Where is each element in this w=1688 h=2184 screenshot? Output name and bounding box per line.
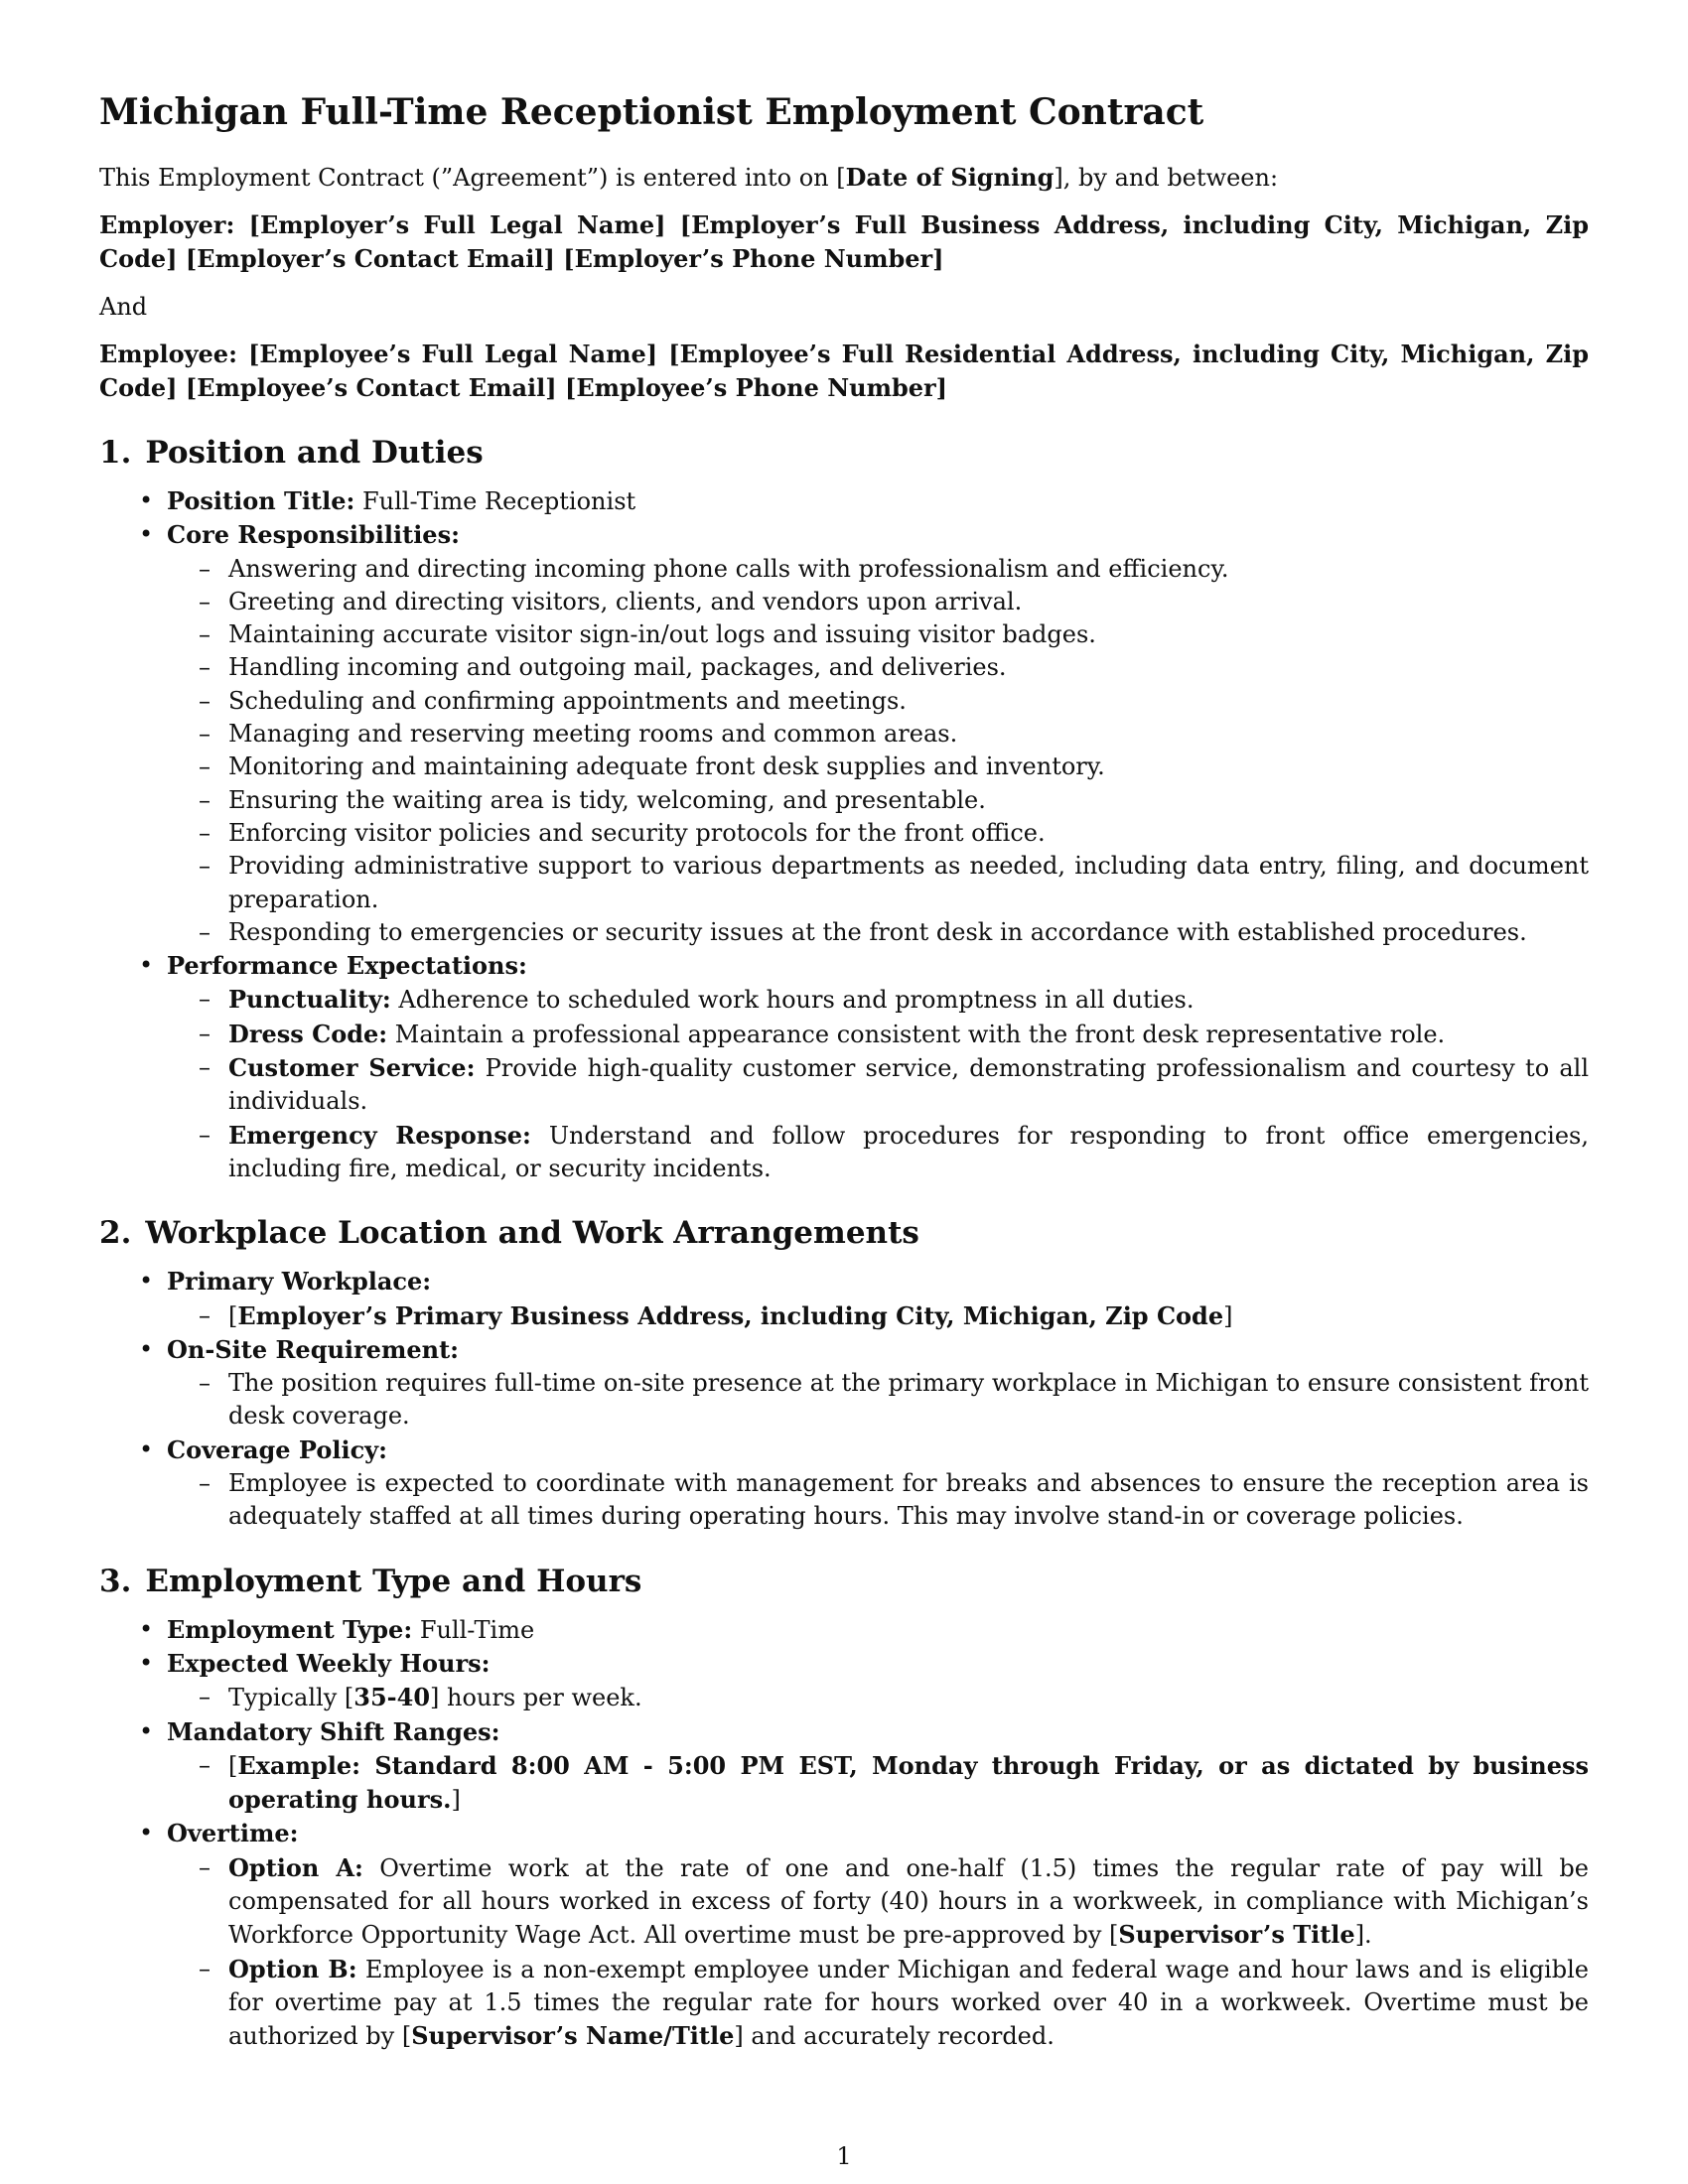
section-2-list — [99, 1265, 1589, 1533]
section-1-title: Position and Duties — [145, 435, 484, 471]
punctuality-label: Punctuality: — [228, 985, 391, 1015]
list-item: – Scheduling and confirming appointments and meetings. — [228, 685, 1589, 718]
list-item — [167, 1265, 1589, 1333]
list-item: – Responding to emergencies or security issues at the front desk in accordance with established procedures. — [228, 916, 1589, 949]
list-item — [228, 1953, 1589, 2054]
primary-workplace-list — [167, 1299, 1589, 1333]
employee-details: [Employee’s Full Legal Name] [Employee’s Full Residential Address, including City, Michigan, Zip Code] [Employee’s Contact Email] [Employee’s Phone Number] — [99, 340, 1589, 402]
option-b-text: Employee is a non-exempt employee under Michigan and federal wage and hour laws and is eligible for overtime pay at 1.5 times the regular rate for hours worked over 40 in a workweek. Overtime must be authorized by [ — [228, 1955, 1589, 2051]
overtime-label: Overtime: — [167, 1819, 299, 1848]
list-item — [228, 983, 1589, 1017]
intro-paragraph — [99, 161, 1589, 195]
weekly-hours-label: Expected Weekly Hours: — [167, 1648, 491, 1678]
dress-code-label: Dress Code: — [228, 1019, 388, 1048]
hours-prefix: Typically [ — [228, 1684, 354, 1712]
customer-service-text: Provide high-quality customer service, demonstrating professionalism and courtesy to all individuals. — [228, 1054, 1589, 1116]
date-of-signing-placeholder: Date of Signing — [845, 163, 1055, 192]
list-item — [228, 1018, 1589, 1051]
emergency-response-label: Emergency Response: — [228, 1120, 531, 1150]
list-item: – Enforcing visitor policies and security protocols for the front office. — [228, 817, 1589, 850]
list-item: – Managing and reserving meeting rooms and common areas. — [228, 718, 1589, 751]
list-item: – Maintaining accurate visitor sign-in/out logs and issuing visitor badges. — [228, 618, 1589, 651]
employee-block — [99, 338, 1589, 405]
list-item: – Ensuring the waiting area is tidy, welcoming, and presentable. — [228, 784, 1589, 817]
onsite-label: On-Site Requirement: — [167, 1334, 460, 1364]
option-a-end: ]. — [1354, 1921, 1372, 1950]
section-3-heading — [99, 1560, 1589, 1603]
performance-list — [167, 983, 1589, 1185]
list-item — [167, 1433, 1589, 1534]
section-2-title: Workplace Location and Work Arrangements — [145, 1215, 919, 1252]
punctuality-text: Adherence to scheduled work hours and promptness in all duties. — [398, 986, 1195, 1015]
option-a-text: Overtime work at the rate of one and one-half (1.5) times the regular rate of pay will be compensated for all hours worked in excess of forty (40) hours in a workweek, in compliance with Michigan’s Workforce Opportunity Wage Act. All overtime must be pre-approved by [ — [228, 1853, 1590, 1950]
list-item: – The position requires full-time on-site presence at the primary workplace in Michigan to ensure consistent front desk coverage. — [228, 1367, 1589, 1433]
hours-value: 35-40 — [353, 1683, 431, 1712]
section-1-list — [99, 484, 1589, 1185]
emergency-response-text: Understand and follow procedures for responding to front office emergencies, including fire, medical, or security incidents. — [228, 1121, 1589, 1182]
hours-suffix: ] hours per week. — [430, 1684, 642, 1712]
option-a-label: Option A: — [228, 1852, 363, 1882]
position-value: Full-Time Receptionist — [362, 487, 636, 515]
list-item: – Monitoring and maintaining adequate front desk supplies and inventory. — [228, 751, 1589, 783]
shift-ranges-text: Example: Standard 8:00 AM - 5:00 PM EST, Monday through Friday, or as dictated by business operating hours. — [228, 1750, 1589, 1815]
list-item — [228, 1681, 1589, 1714]
section-3-list — [99, 1613, 1589, 2054]
list-item — [167, 1647, 1589, 1715]
option-a-placeholder: Supervisor’s Title — [1118, 1920, 1355, 1950]
list-item — [228, 1119, 1589, 1186]
onsite-list — [167, 1367, 1589, 1433]
option-b-placeholder: Supervisor’s Name/Title — [411, 2021, 735, 2051]
core-label: Core Responsibilities: — [167, 520, 460, 550]
employment-type-value: Full-Time — [419, 1615, 535, 1644]
primary-workplace-label: Primary Workplace: — [167, 1267, 432, 1297]
section-2-heading — [99, 1211, 1589, 1255]
employer-block — [99, 208, 1589, 276]
list-item — [228, 1051, 1589, 1119]
list-item — [167, 1613, 1589, 1647]
section-1-heading — [99, 431, 1589, 475]
list-item: – Providing administrative support to various departments as needed, including data entry, filing, and document preparation. — [228, 850, 1589, 916]
list-item — [167, 1817, 1589, 2053]
shift-ranges-label: Mandatory Shift Ranges: — [167, 1716, 500, 1746]
option-b-label: Option B: — [228, 1954, 357, 1983]
employer-details: [Employer’s Full Legal Name] [Employer’s Full Business Address, including City, Michigan, Zip Code] [Employer’s Contact Email] [Employer’s Phone Number] — [99, 210, 1590, 273]
list-item: – [Employer’s Primary Business Address, including City, Michigan, Zip Code] — [228, 1299, 1589, 1333]
list-item — [167, 1333, 1589, 1433]
section-1-number: 1. — [99, 435, 132, 471]
weekly-hours-list — [167, 1681, 1589, 1714]
section-2-number: 2. — [99, 1215, 132, 1252]
list-item — [167, 518, 1589, 949]
shift-ranges-list — [167, 1749, 1589, 1818]
coverage-label: Coverage Policy: — [167, 1434, 387, 1464]
list-item — [167, 484, 1589, 518]
list-item — [167, 1715, 1589, 1818]
customer-service-label: Customer Service: — [228, 1053, 476, 1083]
coverage-list — [167, 1467, 1589, 1534]
list-item — [167, 949, 1589, 1185]
list-item: – [Example: Standard 8:00 AM - 5:00 PM EST, Monday through Friday, or as dictated by business operating hours.] — [228, 1749, 1589, 1818]
document-page — [99, 87, 1589, 2053]
section-3-number: 3. — [99, 1563, 132, 1599]
list-item: – Answering and directing incoming phone calls with professionalism and efficiency. — [228, 553, 1589, 586]
employee-label: Employee: — [99, 340, 237, 368]
option-b-end: ] and accurately recorded. — [734, 2022, 1055, 2051]
list-item — [228, 1851, 1589, 1953]
dress-code-text: Maintain a professional appearance consistent with the front desk representative role. — [394, 1020, 1446, 1048]
performance-label: Performance Expectations: — [167, 951, 527, 981]
list-item: – Greeting and directing visitors, clients, and vendors upon arrival. — [228, 586, 1589, 618]
section-3-title: Employment Type and Hours — [145, 1563, 642, 1599]
primary-workplace-value: Employer’s Primary Business Address, including City, Michigan, Zip Code — [237, 1300, 1224, 1330]
list-item: – Handling incoming and outgoing mail, packages, and deliveries. — [228, 651, 1589, 684]
document-title: Michigan Full-Time Receptionist Employment Contract — [99, 91, 1204, 133]
intro-before: This Employment Contract (”Agreement”) is entered into on [ — [99, 164, 846, 192]
and-text: And — [99, 293, 148, 321]
employer-label: Employer: — [99, 210, 235, 239]
intro-after: ], by and between: — [1054, 164, 1279, 192]
employment-type-label: Employment Type: — [167, 1614, 413, 1644]
list-item: – Employee is expected to coordinate with management for breaks and absences to ensure the reception area is adequately staffed at all times during operating hours. This may involve stand-in or coverage policies. — [228, 1467, 1589, 1534]
core-responsibilities-list — [167, 553, 1589, 950]
page-number: 1 — [836, 2142, 852, 2170]
position-label: Position Title: — [167, 486, 355, 515]
overtime-list — [167, 1851, 1589, 2054]
